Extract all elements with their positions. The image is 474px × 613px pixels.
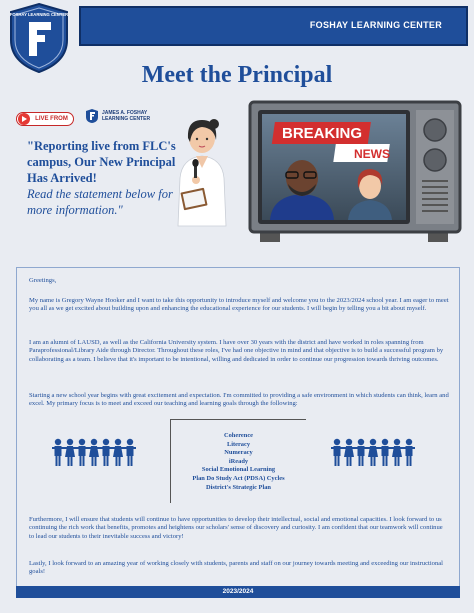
live-badge	[16, 112, 74, 126]
page-title: Meet the Principal	[141, 62, 333, 88]
letter-paragraph-focus: Starting a new school year begins with great excitement and expectation. I'm committed to providing a safe environment in which students can think, learn and excel. My primary focus is to meet and exceed our teaching and learning goals through the following:	[29, 392, 449, 408]
letter-paragraph-intro: My name is Gregory Wayne Hooker and I want to take this opportunity to introduce myself and welcome you to the 2023/2024 school year. I am eager to meet you all as we get excited about building upon and enhancing the educational experience for our students. I will begin by telling you a bit about myself.	[29, 297, 449, 313]
goal-item: Coherence	[224, 432, 253, 439]
letter-paragraph-background: I am an alumni of LAUSD, as well as the California University system. I have over 30 years with the district and have worked in roles spanning from Paraprofessional/Library Aide through Director. Throughout these roles, I've had one objective in mind and that objective is to build a successful program by collaborating as a team. I believe that it's important to be intentional, willing and dedicated in order to continue our progression towards thriving outcomes.	[29, 339, 444, 363]
live-badge-label: LIVE FROM	[35, 116, 68, 122]
small-logo-line1: JAMES A. FOSHAY	[102, 110, 148, 116]
goal-item: Plan Do Study Act (PDSA) Cycles	[192, 474, 285, 482]
children-icon	[52, 437, 136, 467]
goal-item: Literacy	[226, 440, 251, 448]
goals-list-box	[170, 419, 306, 503]
reporter-illustration	[162, 108, 242, 228]
children-icon	[331, 437, 415, 467]
small-logo-line2: LEARNING CENTER	[102, 116, 151, 122]
svg-text:NEWS: NEWS	[354, 147, 390, 161]
live-play-icon	[18, 113, 30, 125]
goal-item: iReady	[228, 457, 249, 465]
quote-headline: "Reporting live from FLC's campus, Our New Principal Has Arrived!	[27, 139, 176, 185]
small-school-logo	[85, 108, 150, 124]
letter-paragraph-closing: Lastly, I look forward to an amazing year of working closely with students, parents and staff on our journey towards meeting and exceeding our instructional goals!	[29, 560, 444, 576]
letter-greeting: Greetings,	[29, 277, 57, 284]
goal-item: Numeracy	[224, 449, 253, 457]
header-banner	[79, 6, 468, 46]
quote-subtext: Read the statement below for more information."	[27, 187, 173, 217]
small-logo-icon	[85, 108, 99, 124]
letter-paragraph-furthermore: Furthermore, I will ensure that students will continue to have opportunities to develop their intellectual, social and emotional capacities. I look forward to us continuing the rich work that benefits, promotes and heightens our scholars' sense of discovery and curiosity. I am confident that our teamwork will continue to lead our students to their inevitable success and victory!	[29, 516, 443, 540]
tv-illustration	[248, 100, 462, 250]
footer-year-bar: 2023/2024	[16, 586, 460, 598]
svg-text:BREAKING: BREAKING	[281, 125, 363, 142]
banner-title: FOSHAY LEARNING CENTER	[309, 20, 442, 30]
goal-item: Social Emotional Learning	[201, 466, 276, 474]
svg-text:FOSHAY LEARNING CENTER: FOSHAY LEARNING CENTER	[9, 12, 69, 17]
goal-item: District's Strategic Plan	[206, 483, 271, 491]
